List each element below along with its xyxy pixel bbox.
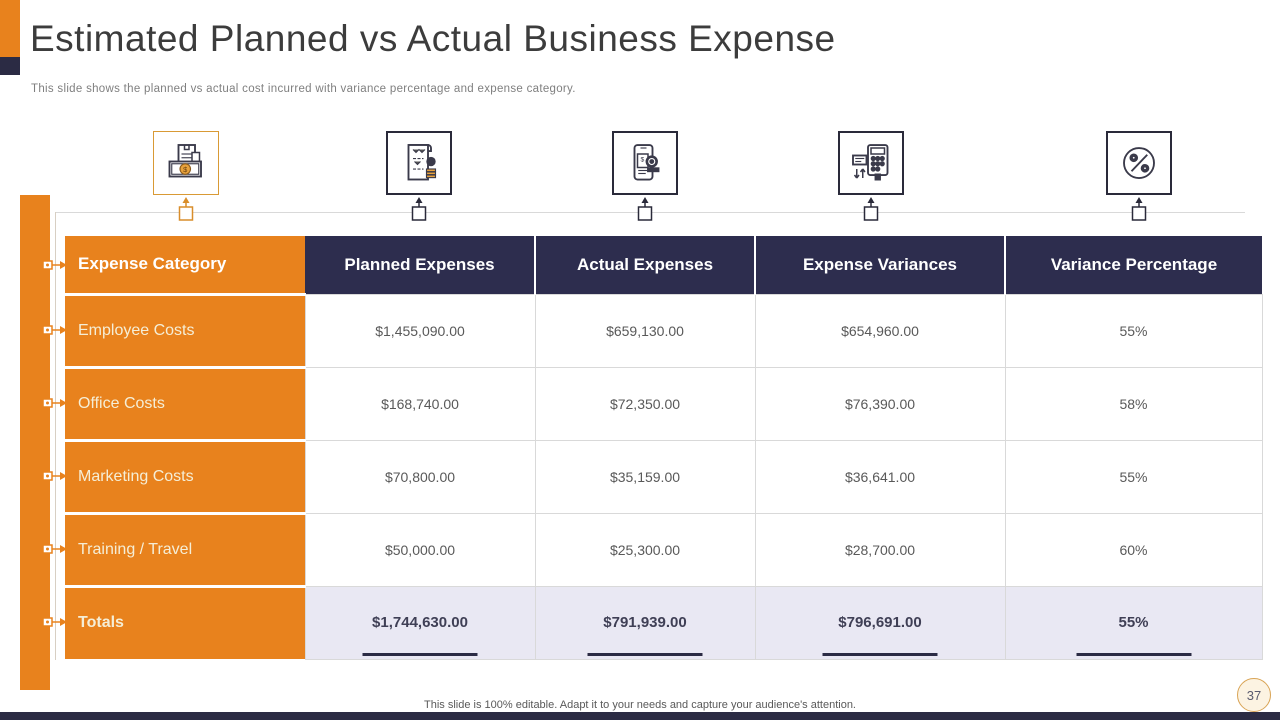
row-category-cell: Marketing Costs [65,440,305,513]
header-expense-category: Expense Category [65,236,305,294]
title-accent-orange-bar [0,0,20,57]
row-category-cell: Office Costs [65,367,305,440]
table-row [65,440,1262,513]
expense-document-icon [386,131,452,195]
row-actual-cell: $35,159.00 [535,440,755,513]
totals-underline [588,653,703,656]
row-variance-cell: $654,960.00 [755,294,1005,367]
totals-underline [823,653,938,656]
row-category-cell: Employee Costs [65,294,305,367]
row-actual-cell: $659,130.00 [535,294,755,367]
row-category-cell: Training / Travel [65,513,305,586]
totals-actual-cell [535,586,755,659]
totals-percent-cell [1005,586,1262,659]
header-variance-percentage: Variance Percentage [1005,236,1262,294]
page-subtitle: This slide shows the planned vs actual cost incurred with variance percentage and expense category. [31,83,576,95]
svg-text:$: $ [183,165,188,174]
icon-pointer-expense-document-icon [411,196,427,222]
table-body [65,294,1262,586]
header-actual-expenses: Actual Expenses [535,236,755,294]
totals-actual-value: $791,939.00 [603,614,687,631]
row-planned-cell: $70,800.00 [305,440,535,513]
bottom-navy-bar [0,712,1280,720]
row-percent-cell: 60% [1005,513,1262,586]
row-variance-cell: $28,700.00 [755,513,1005,586]
connector-vertical-line [55,212,56,660]
table-row [65,367,1262,440]
row-variance-cell: $36,641.00 [755,440,1005,513]
page-title: Estimated Planned vs Actual Business Expense [30,18,836,59]
header-planned-expenses: Planned Expenses [305,236,535,294]
icon-pointer-money-receipt-icon [178,196,194,222]
icon-pointer-calculator-payment-icon [863,196,879,222]
money-receipt-icon [153,131,219,195]
row-percent-cell: 55% [1005,440,1262,513]
totals-variance-value: $796,691.00 [838,614,922,631]
totals-row [65,586,1262,659]
page-number-badge: 37 [1237,678,1271,712]
icon-pointer-percentage-icon [1131,196,1147,222]
footer-note: This slide is 100% editable. Adapt it to your needs and capture your audience's attention. [424,699,856,711]
percentage-icon [1106,131,1172,195]
header-expense-variances: Expense Variances [755,236,1005,294]
totals-underline [363,653,478,656]
totals-percent-value: 55% [1118,614,1149,631]
totals-variance-cell [755,586,1005,659]
svg-text:$: $ [640,156,645,164]
calculator-payment-icon [838,131,904,195]
mobile-payment-icon [612,131,678,195]
totals-planned-value: $1,744,630.00 [372,614,468,631]
table-row [65,513,1262,586]
totals-underline [1076,653,1191,656]
table-header-row [65,236,1262,294]
totals-planned-cell [305,586,535,659]
row-percent-cell: 58% [1005,367,1262,440]
icon-pointer-mobile-payment-icon [637,196,653,222]
row-actual-cell: $25,300.00 [535,513,755,586]
table-row [65,294,1262,367]
title-accent-navy-square [0,57,20,75]
totals-label-cell: Totals [65,586,305,659]
row-planned-cell: $168,740.00 [305,367,535,440]
row-percent-cell: 55% [1005,294,1262,367]
row-planned-cell: $1,455,090.00 [305,294,535,367]
row-variance-cell: $76,390.00 [755,367,1005,440]
row-planned-cell: $50,000.00 [305,513,535,586]
expense-table [65,236,1263,660]
row-actual-cell: $72,350.00 [535,367,755,440]
